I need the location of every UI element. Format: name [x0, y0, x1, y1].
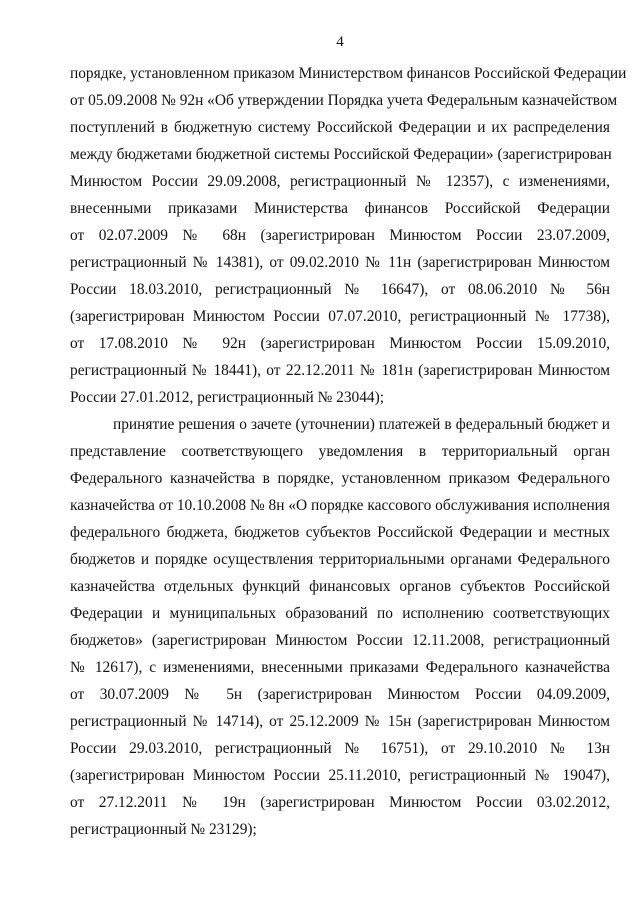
text-line: от 27.12.2011 № 19н (зарегистрирован Минюстом России 03.02.2012,: [70, 794, 610, 811]
page-number: 4: [336, 34, 344, 50]
text-line: внесенными приказами Министерства финансов Российской Федерации: [70, 200, 610, 217]
text-line: (зарегистрирован Минюстом России 25.11.2010, регистрационный № 19047),: [70, 767, 610, 784]
text-line: от 17.08.2010 № 92н (зарегистрирован Минюстом России 15.09.2010,: [70, 335, 610, 352]
text-line: Федерации и муниципальных образований по исполнению соответствующих: [70, 605, 610, 622]
text-line: России 18.03.2010, регистрационный № 16647), от 08.06.2010 № 56н: [70, 281, 610, 298]
text-line: от 30.07.2009 № 5н (зарегистрирован Минюстом России 04.09.2009,: [70, 686, 610, 703]
text-line: федерального бюджета, бюджетов субъектов Российской Федерации и местных: [70, 524, 610, 541]
text-line: между бюджетами бюджетной системы Российской Федерации» (зарегистрирован: [70, 146, 612, 163]
text-line: бюджетов» (зарегистрирован Минюстом России 12.11.2008, регистрационный: [70, 632, 610, 649]
text-line: принятие решения о зачете (уточнении) платежей в федеральный бюджет и: [113, 416, 610, 433]
text-line: от 02.07.2009 № 68н (зарегистрирован Минюстом России 23.07.2009,: [70, 227, 610, 244]
text-line: казначейства от 10.10.2008 № 8н «О порядке кассового обслуживания исполнения: [70, 497, 610, 514]
text-line: от 05.09.2008 № 92н «Об утверждении Порядка учета Федеральным казначейством: [70, 92, 618, 109]
text-line: регистрационный № 18441), от 22.12.2011 № 181н (зарегистрирован Минюстом: [70, 362, 610, 379]
text-line: Минюстом России 29.09.2008, регистрационный № 12357), с изменениями,: [70, 173, 610, 190]
text-line: России 27.01.2012, регистрационный № 23044);: [70, 389, 385, 406]
text-line: регистрационный № 14381), от 09.02.2010 № 11н (зарегистрирован Минюстом: [70, 254, 610, 271]
text-line: № 12617), с изменениями, внесенными приказами Федерального казначейства: [70, 659, 610, 676]
text-line: порядке, установленном приказом Министерством финансов Российской Федерации: [70, 65, 627, 82]
text-line: казначейства отдельных функций финансовых органов субъектов Российской: [70, 578, 610, 595]
text-line: представление соответствующего уведомления в территориальный орган: [70, 443, 610, 460]
text-line: регистрационный № 23129);: [70, 821, 257, 838]
text-line: (зарегистрирован Минюстом России 07.07.2010, регистрационный № 17738),: [70, 308, 610, 325]
text-line: бюджетов и порядке осуществления территориальными органами Федерального: [70, 551, 610, 568]
text-line: Федерального казначейства в порядке, установленном приказом Федерального: [70, 470, 610, 487]
text-line: регистрационный № 14714), от 25.12.2009 № 15н (зарегистрирован Минюстом: [70, 713, 610, 730]
text-line: поступлений в бюджетную систему Российской Федерации и их распределения: [70, 119, 610, 136]
text-line: России 29.03.2010, регистрационный № 16751), от 29.10.2010 № 13н: [70, 740, 610, 757]
